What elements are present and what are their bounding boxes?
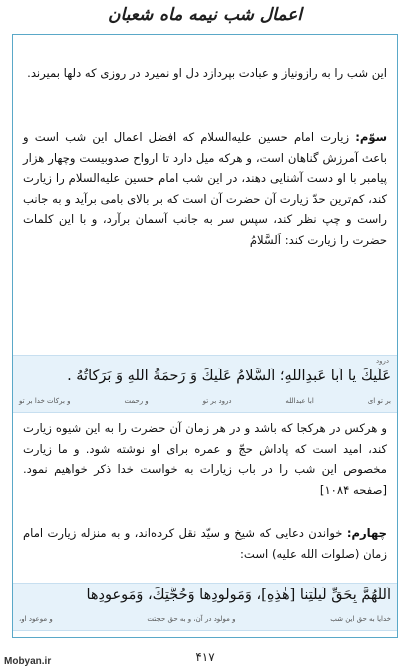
- paragraph-4: [23, 523, 387, 564]
- paragraph-3-text: و هرکس در هرکجا که باشد و در هر زمان آن حضرت را به این شیوه زیارت کند، امید است که پاداش حجّ و عمره برای او نوشته شود. و ما زیارت مخصوص این شب را در باب زیارات به خواست خدا ذکر خواهیم نمود.[صفحه ۱۰۸۴]: [23, 421, 387, 497]
- arabic-strip-2: [13, 583, 397, 631]
- strip-2-arabic: اَللّٰهُمَّ بِحَقِّ لَيلَتِنا [هٰذِهِ]، وَمَولودِها وَحُجَّتِكَ، وَمَوعودِها: [86, 587, 391, 603]
- paragraph-4-text: خواندن دعایی که شیخ و سیّد نقل کرده‌اند، و به منزله زیارت امام زمان (صلوات الله علیه) است:: [23, 526, 387, 561]
- paragraph-2-text: زیارت امام حسین عليه‌السلام که افضل اعمال این شب است و باعث آمرزش گناهان است، و هرکه میل دارد تا ارواح صدوبیست وچهار هزار پیامبر با او دست آشنایی دهند، در این شب امام حسین عليه‌السلام را زیارت کند، کم‌ترین حدّ زیارت آن حضرت آن است که بر بالای بامی برآید و به جانب راست و چپ نظر کند، سپس سر به جانب آسمان برآرد، و با این کلمات حضرت را زیارت کند: اَلسَّلامُ: [23, 130, 387, 247]
- paragraph-4-label: چهارم:: [346, 526, 387, 540]
- page-title: اعمال شب نیمه ماه شعبان: [107, 5, 303, 25]
- gloss-item: بر تو ای: [367, 397, 391, 405]
- gloss-item: درود بر تو: [202, 397, 232, 405]
- content-frame: [12, 34, 398, 638]
- strip-2-gloss: [19, 615, 391, 623]
- paragraph-3: [23, 418, 387, 500]
- paragraph-1-text: این شب را به رازونیاز و عبادت بپردازد دل او نمیرد در روزی که دلها بمیرند.: [27, 66, 387, 80]
- gloss-item: و موعود او،: [19, 615, 53, 623]
- gloss-item: خدایا به حق این شب: [330, 615, 391, 623]
- paragraph-2: [23, 127, 387, 250]
- strip-1-gloss: [19, 397, 391, 405]
- paragraph-2-label: سوّم:: [355, 130, 387, 144]
- arabic-strip-1: [13, 355, 397, 413]
- page-header: [0, 0, 410, 34]
- strip-1-top-label: درود: [376, 357, 389, 365]
- site-watermark[interactable]: Mobyan.ir: [4, 656, 52, 667]
- page-number: ۴۱۷: [195, 650, 215, 664]
- paragraph-1: [23, 63, 387, 84]
- gloss-item: ابا عبدالله: [285, 397, 314, 405]
- strip-1-arabic: عَلَيكَ يا اَبا عَبدِاللهِ؛ اَلسَّلامُ عَلَيكَ وَ رَحمَةُ اللهِ وَ بَرَكاتُهُ .: [67, 368, 391, 384]
- gloss-item: و رحمت: [124, 397, 149, 405]
- gloss-item: و مولود در آن، و به حق حجتت: [147, 615, 236, 623]
- gloss-item: و برکات خدا بر تو: [19, 397, 71, 405]
